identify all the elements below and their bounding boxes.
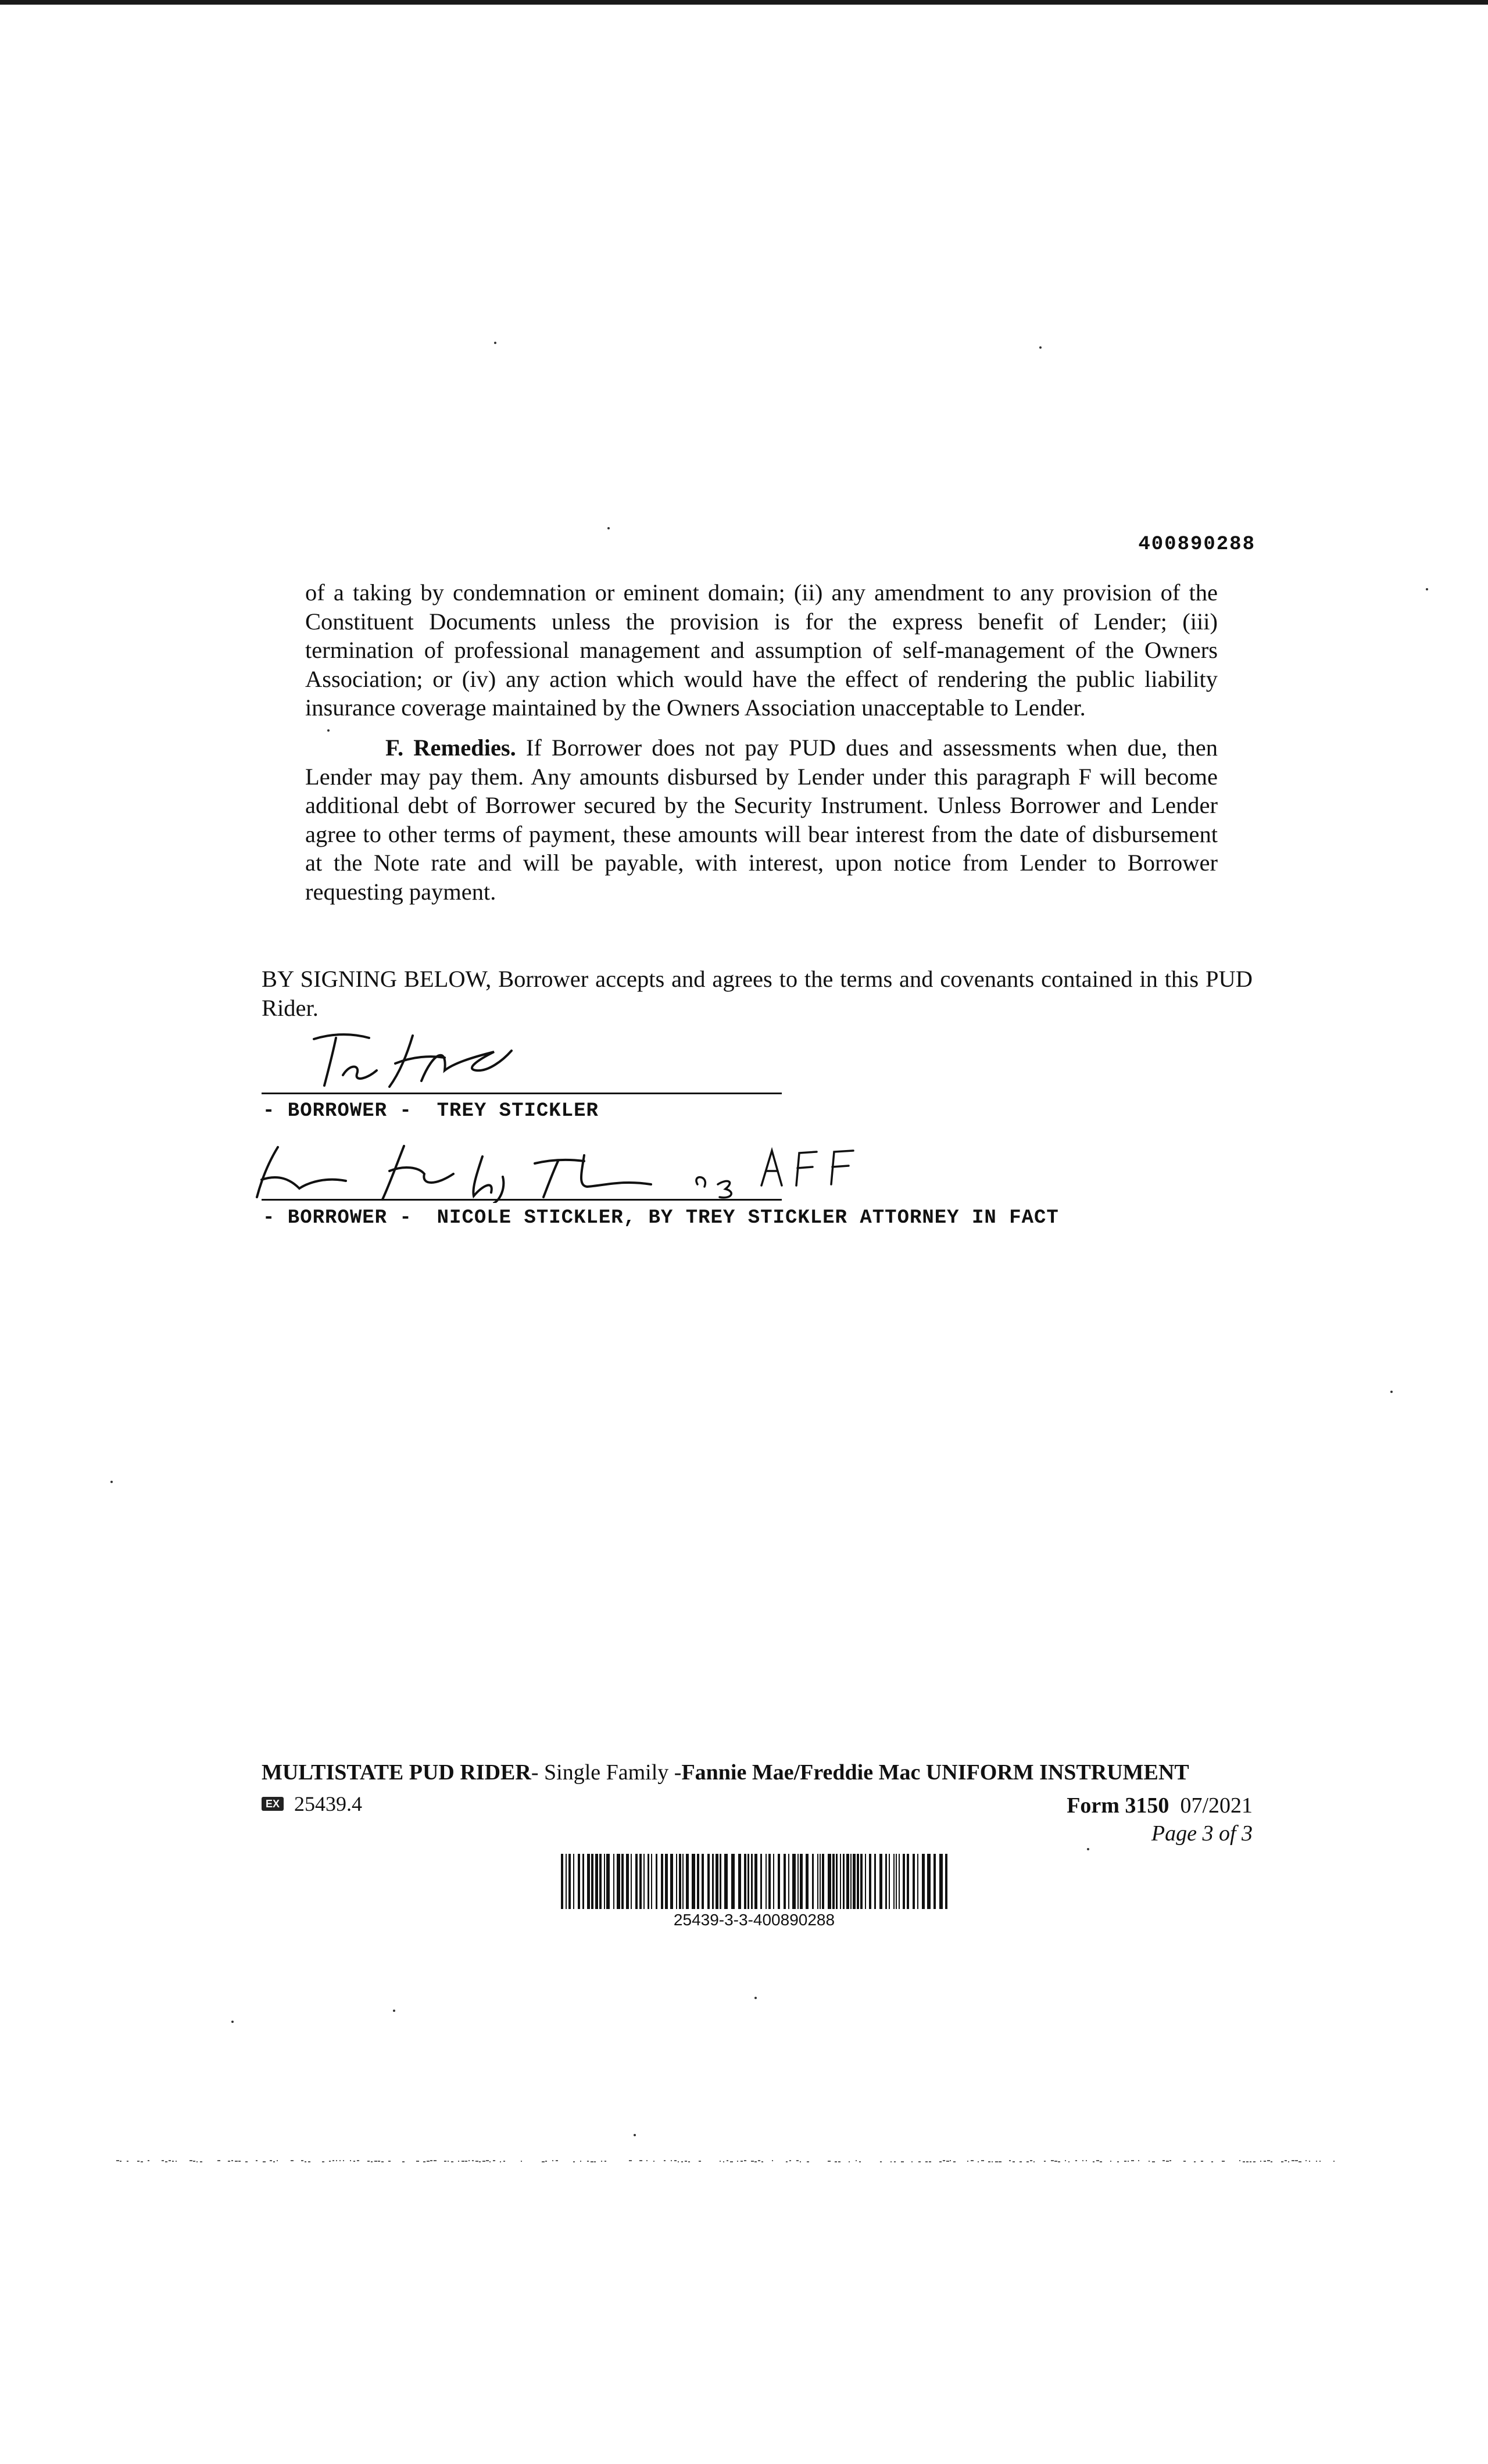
scan-speck: [231, 2021, 234, 2023]
form-title-part-2: - Single Family -: [531, 1760, 682, 1785]
borrower-signature-2: [244, 1139, 895, 1203]
scan-speck: [754, 1997, 757, 1999]
form-title-part-1: MULTISTATE PUD RIDER: [262, 1760, 531, 1785]
doc-code-row: [262, 1792, 362, 1816]
doc-code: 25439.4: [294, 1792, 362, 1815]
signature-line-2: [262, 1199, 782, 1201]
ellie-mae-logo-icon: EX: [262, 1797, 284, 1811]
form-date: 07/2021: [1180, 1793, 1253, 1818]
scan-speck: [1390, 1391, 1393, 1393]
form-id: [1046, 1793, 1253, 1818]
borrower-signature-1: [302, 1029, 546, 1095]
remedies-paragraph: [305, 733, 1218, 906]
provision-continued-paragraph: of a taking by condemnation or eminent domain; (ii) any amendment to any provision of the Constituent Documents unless the provision is for the express benefit of Lender; (iii) termination of professional management and assumption of self-management of the Owners Association; or (iv) any action which would have the effect of rendering the public liability insurance coverage maintained by the Owners Association unacceptable to Lender.: [305, 579, 1218, 721]
signing-statement: BY SIGNING BELOW, Borrower accepts and agrees to the terms and covenants contained in this PUD Rider.: [262, 966, 1253, 1021]
borrower-label-1: - BORROWER - TREY STICKLER: [263, 1100, 599, 1122]
signature-line-1: [262, 1093, 782, 1094]
scan-speck: [1087, 1848, 1089, 1850]
scan-speck: [494, 342, 496, 344]
remedies-heading: F. Remedies.: [385, 735, 516, 761]
scan-speck: [393, 2010, 395, 2012]
loan-number: 400890288: [1138, 533, 1256, 556]
scan-speck: [607, 527, 610, 529]
form-number: Form 3150: [1067, 1793, 1169, 1818]
scan-speck: [110, 1481, 113, 1483]
form-title: [262, 1760, 1189, 1785]
borrower-label-2: - BORROWER - NICOLE STICKLER, BY TREY STICKLER ATTORNEY IN FACT: [263, 1207, 1059, 1229]
remedies-text: If Borrower does not pay PUD dues and assessments when due, then Lender may pay them. Any amounts disbursed by Lender under this paragraph F will become additional debt of Borrower secured by the Security Instrument. Unless Borrower and Lender agree to other terms of payment, these amounts will bear interest from the date of disbursement at the Note rate and will be payable, with interest, upon notice from Lender to Borrower requesting payment.: [305, 735, 1218, 905]
scan-speck: [327, 729, 330, 732]
scan-speck: [1039, 346, 1042, 349]
barcode-number: 25439-3-3-400890288: [673, 1911, 835, 1929]
page-number: Page 3 of 3: [1151, 1821, 1253, 1846]
scan-speck: [1426, 588, 1428, 590]
scan-top-border: [0, 0, 1488, 5]
scan-noise-line: [116, 2159, 1337, 2164]
form-title-part-3: Fannie Mae/Freddie Mac UNIFORM INSTRUMENT: [681, 1760, 1189, 1785]
barcode-image: [561, 1854, 947, 1909]
scan-speck: [634, 2134, 636, 2136]
